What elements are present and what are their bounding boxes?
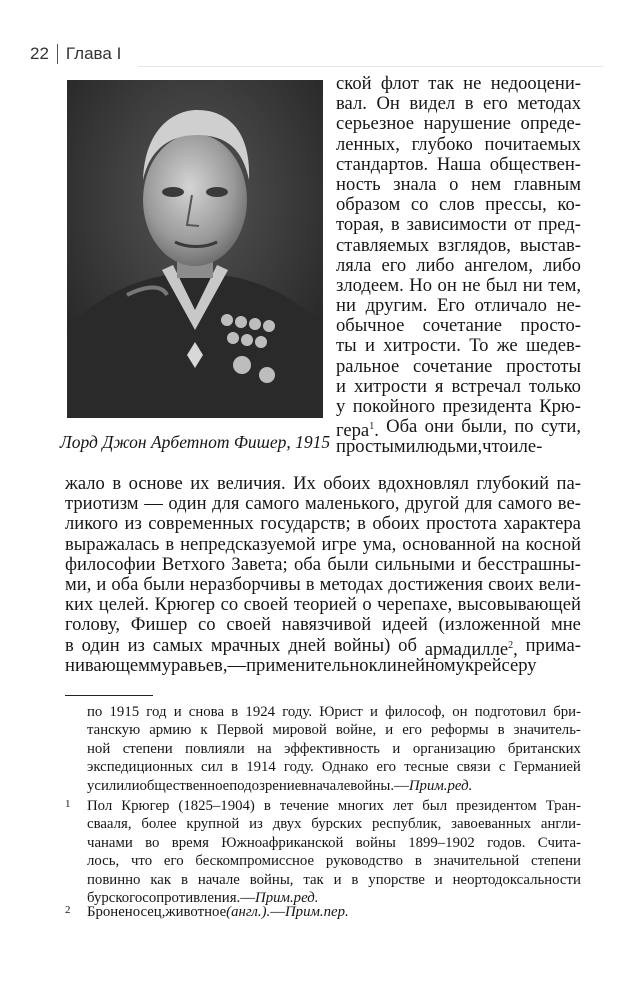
text-line: ких целей. Крюгер со своей теорией о черепахе, высовывающей <box>65 594 581 616</box>
footnote-line: по 1915 год и снова в 1924 году. Юрист и философ, он подготовил бри- <box>87 704 581 720</box>
text-line: злодеем. Но он не был ни тем, <box>336 274 581 296</box>
text-line: ми, и оба были неразборчивы в методах достижения своих вели- <box>65 573 581 595</box>
text-line: выражалась в непредсказуемой игре ума, основанной на косной <box>65 533 581 555</box>
footnote-line: бурского сопротивления. — Прим. ред. <box>87 889 319 906</box>
text-line: стандартов. Наша обществен- <box>336 153 581 175</box>
text-line: нивающем муравьев, — применительно к линейному крейсеру <box>65 654 537 676</box>
text-line: ликого из современных государств; в обоих простота характера <box>65 513 581 535</box>
text-line: жало в основе их величия. Их обоих вдохновлял глубокий па- <box>65 473 581 494</box>
footnote-line: Пол Крюгер (1825–1904) в течение многих лет был президентом Тран- <box>87 798 581 814</box>
footnote-line: танскую армию к Первой мировой войне, и его реформы в значитель- <box>87 722 581 739</box>
text-line: образом со слов прессы, ко- <box>336 194 581 216</box>
text-line: и хитрости я встречал только <box>336 375 581 397</box>
footnote-line: лось, что его бескомпромиссное руководство в значительной степени <box>87 853 581 870</box>
text-line: в один из самых мрачных дней войны) об армадилле$^2$, прима- <box>65 634 581 660</box>
text-line: ты и хитрости. То же шедев- <box>336 335 581 357</box>
chapter-title: Глава I <box>65 44 122 63</box>
text-line: ни другим. Его отличало не- <box>336 295 581 317</box>
footnote-line: усилили общественное подозрение в начале войны. — Прим. ред. <box>87 777 473 794</box>
portrait-illustration <box>67 80 323 418</box>
text-line: ность знала о нем главным <box>336 173 581 195</box>
header-separator <box>57 44 58 64</box>
footnote-line: ной степени повлияли на эффективность и организацию британских <box>87 740 581 757</box>
text-line: триотизм — один для самого маленького, другой для самого ве- <box>65 493 581 515</box>
footnote-line: Броненосец, животное (англ.). — Прим. пер. <box>87 904 349 920</box>
text-line: ленных, глубоко почитаемых <box>336 133 581 155</box>
photo-caption: Лорд Джон Арбетнот Фишер, 1915 <box>59 432 331 452</box>
footnote <box>65 903 581 921</box>
footnote-mark: 2 <box>65 904 71 916</box>
text-line: вал. Он видел в его методах <box>336 93 581 115</box>
text-line: серьезное нарушение опреде- <box>336 113 581 135</box>
footnote <box>65 797 581 907</box>
text-line: ральное сочетание простоты <box>336 355 581 377</box>
text-line: обычное сочетание просто- <box>336 315 581 337</box>
narrow-text-column <box>336 74 581 458</box>
portrait-photo <box>67 80 323 418</box>
text-line: у покойного президента Крю- <box>336 396 581 417</box>
text-line: философии Ветхого Завета; оба были сильными и бесстрашны- <box>65 553 581 575</box>
page-number: 22 <box>30 44 49 63</box>
text-line: ской флот так не недооцени- <box>336 73 581 94</box>
footnote-line: свааля, более крупной из двух бурских республик, завоеванных англи- <box>87 816 581 833</box>
text-line: простыми людьми, что и ле- <box>336 436 543 458</box>
text-line: голову, Фишер со своей навязчивой идеей (изложенной мне <box>65 614 581 636</box>
footnote-line: экспедиционных сил в 1914 году. Однако его тесные связи с Германией <box>87 759 581 776</box>
footnote-mark: 1 <box>65 798 71 810</box>
footnote-rule <box>65 695 153 696</box>
running-header <box>30 44 121 64</box>
text-line: гера$^1$. Оба они были, по сути, <box>336 416 581 442</box>
text-line: ляла его либо ангелом, либо <box>336 254 581 276</box>
header-rule <box>138 66 603 67</box>
footnote <box>65 703 581 795</box>
footnote-line: повинно как в начале войны, так и в упорстве и неортодоксальности <box>87 871 581 888</box>
text-line: ставляемых взглядов, выстав- <box>336 234 581 256</box>
text-line: торая, в зависимости от пред- <box>336 214 581 236</box>
full-width-text <box>65 474 581 676</box>
footnote-line: чанами во время Южноафриканской войны 1899–1902 годов. Счита- <box>87 834 581 851</box>
